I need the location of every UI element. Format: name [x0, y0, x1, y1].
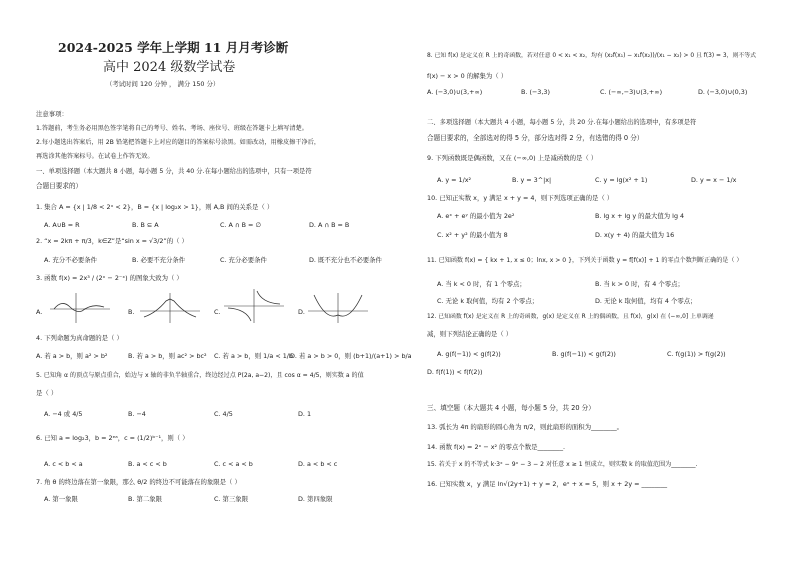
q2-stem: 2. “x = 2kπ + π/3，k∈Z”是“sin x = √3/2”的（ ） [36, 237, 188, 245]
q8-option-a: A. (−3,0)∪(3,+∞) [427, 88, 483, 96]
q9-option-b: B. y = 3^|x| [512, 176, 552, 184]
q7-option-a: A. 第一象限 [44, 495, 78, 503]
q8-stem-2: f(x) − x > 0 的解集为（ ） [427, 72, 508, 80]
q7-stem: 7. 角 θ 的终边落在第一象限，那么 θ/2 的终边不可能落在的象限是（ ） [36, 478, 241, 486]
q11-option-a: A. 当 k < 0 时，有 1 个零点； [437, 280, 526, 288]
q8-option-b: B. (−3,3) [521, 88, 550, 96]
q1-stem: 1. 集合 A = {x | 1/8 < 2ˣ < 2}，B = {x | log₂x > 1}，则 A,B 间的关系是（ ） [36, 203, 274, 211]
q11-option-d: D. 无论 k 取何值，均有 4 个零点； [595, 297, 697, 305]
q9-option-a: A. y = 1/x² [437, 176, 472, 184]
q3-graph-b [138, 291, 202, 325]
q4-option-d: D. 若 a > b > 0，则 (b+1)/(a+1) > b/a [290, 352, 412, 360]
q2-option-c: C. 充分必要条件 [220, 256, 267, 264]
q14-stem: 14. 函数 f(x) = 2ˣ − x² 的零点个数是________. [427, 443, 566, 451]
q3-option-c: C. [214, 308, 221, 316]
q6-option-c: C. c < a < b [214, 460, 253, 468]
exam-info: （考试时间 120 分钟 ， 满分 150 分） [106, 80, 220, 88]
q3-graph-c [222, 287, 286, 325]
q4-option-a: A. 若 a > b，则 a² > b² [36, 352, 108, 360]
q5-option-b: B. −4 [128, 410, 146, 418]
q9-option-d: D. y = x − 1/x [691, 176, 737, 184]
q3-graph-d [306, 291, 370, 325]
q5-option-a: A. −4 或 4/5 [44, 410, 83, 418]
exam-subtitle: 高中 2024 级数学试卷 [103, 60, 236, 75]
exam-title: 2024-2025 学年上学期 11 月月考诊断 [58, 40, 289, 55]
q10-stem: 10. 已知正实数 x，y 满足 x + y = 4，则下列选项正确的是（ ） [427, 194, 614, 202]
q3-option-d: D. [298, 308, 305, 316]
q6-option-d: D. a < b < c [298, 460, 338, 468]
notes-line-1: 1.答题前，考生务必用黑色签字笔将自己的考号、姓名、考场、座位号、班级在答题卡上填写清楚。 [36, 125, 308, 132]
q4-option-b: B. 若 a > b，则 ac² > bc² [128, 352, 207, 360]
notes-heading: 注意事项： [36, 110, 68, 118]
q3-stem: 3. 函数 f(x) = 2x³ / (2ˣ − 2⁻ˣ) 的图象大致为（ ） [36, 274, 183, 282]
notes-line-2: 2.每小题选出答案后，用 2B 铅笔把答题卡上对应的题目的答案标号涂黑。如需改动，用橡皮擦干净后， [36, 139, 321, 146]
q10-option-c: C. x² + y² 的最小值为 8 [437, 231, 508, 239]
q1-option-d: D. A ∩ B = B [309, 221, 350, 229]
q10-option-b: B. lg x + lg y 的最大值为 lg 4 [595, 212, 685, 220]
q12-option-d: D. f(f(1)) < f(f(2)) [427, 368, 483, 376]
q7-option-b: B. 第二象限 [128, 495, 163, 503]
q9-option-c: C. y = lg(x² + 1) [595, 176, 648, 184]
section1-heading: 一、单项选择题（本大题共 8 小题，每小题 5 分，共 40 分.在每小题给出的选项中，只有一项是符 [36, 168, 312, 175]
q2-option-d: D. 既不充分也不必要条件 [309, 256, 382, 264]
q3-graph-a [48, 291, 112, 325]
q12-option-b: B. g(f(−1)) < g(f(2)) [552, 350, 616, 358]
q5-stem-2: 是（ ） [36, 389, 58, 397]
q1-option-b: B. B ⊆ A [132, 221, 159, 229]
q11-stem: 11. 已知函数 f(x) = { kx + 1, x ≤ 0；lnx, x > 0 }，下列关于函数 y = f[f(x)] + 1 的零点个数判断正确的是（ ） [427, 257, 743, 264]
q6-stem: 6. 已知 a = log₂3，b = 2ᵉᵃ，c = (1/2)ᵇ⁻¹，则（ ） [36, 434, 189, 442]
q5-option-c: C. 4/5 [214, 410, 233, 418]
q3-option-a: A. [36, 308, 43, 316]
q8-option-c: C. (−∞,−3)∪(3,+∞) [600, 88, 663, 96]
q2-option-a: A. 充分不必要条件 [44, 256, 98, 264]
q15-stem: 15. 若关于 x 的不等式 k·3ˣ − 9ˣ − 3 − 2 对任意 x ≥ 1 恒成立，则实数 k 的取值范围为________. [427, 461, 698, 468]
q1-option-c: C. A ∩ B = ∅ [220, 221, 262, 229]
q5-stem: 5. 已知角 α 的顶点与原点重合，始边与 x 轴的非负半轴重合，终边经过点 P(2a, a−2)，且 cos α = 4/5，则实数 a 的值 [36, 372, 364, 379]
q12-stem-2: 减，则下列结论正确的是（ ） [427, 330, 513, 338]
q10-option-d: D. x(y + 4) 的最大值为 16 [595, 231, 675, 239]
section1-heading-2: 合题目要求的） [36, 182, 83, 190]
notes-line-3: 再选涂其他答案标号。在试卷上作答无效。 [36, 153, 154, 160]
q4-stem: 4. 下列命题为真命题的是（ ） [36, 334, 123, 342]
q2-option-b: B. 必要不充分条件 [132, 256, 186, 264]
q8-stem: 8. 已知 f(x) 是定义在 R 上的奇函数，若对任意 0 < x₁ < x₂，均有 (x₂f(x₁) − x₁f(x₂))/(x₁ − x₂) > 0 且 f(3) = 3，则不等式 [427, 53, 757, 59]
q11-option-c: C. 无论 k 取何值，均有 2 个零点； [437, 297, 539, 305]
q12-option-a: A. g(f(−1)) < g(f(2)) [437, 350, 501, 358]
q7-option-c: C. 第三象限 [214, 495, 249, 503]
q13-stem: 13. 弧长为 4π 的扇形的圆心角为 π/2，则此扇形的面积为________。 [427, 423, 624, 431]
q5-option-d: D. 1 [298, 410, 312, 418]
q10-option-a: A. eˣ + eʸ 的最小值为 2e² [437, 212, 515, 220]
q11-option-b: B. 当 k > 0 时，有 4 个零点； [595, 280, 684, 288]
q12-stem: 12. 已知函数 f(x) 是定义在 R 上的奇函数，g(x) 是定义在 R 上的偶函数，且 f(x)，g(x) 在 (−∞,0] 上单调递 [427, 314, 714, 320]
q6-option-a: A. c < b < a [44, 460, 83, 468]
q3-option-b: B. [128, 308, 135, 316]
q16-stem: 16. 已知实数 x，y 满足 ln√(2y+1) + y = 2，eˣ + x = 5，则 x + 2y = ________ [427, 480, 668, 488]
q4-option-c: C. 若 a > b，则 1/a < 1/b [214, 352, 293, 360]
q9-stem: 9. 下列函数既是偶函数，又在 (−∞,0) 上是减函数的是（ ） [427, 154, 598, 162]
q7-option-d: D. 第四象限 [298, 495, 333, 503]
section3-heading: 三、填空题（本大题共 4 小题，每小题 5 分，共 20 分） [427, 404, 595, 412]
q6-option-b: B. a < c < b [128, 460, 167, 468]
section2-heading-2: 合题目要求的，全部选对的得 5 分，部分选对得 2 分，有选错的得 0 分） [427, 134, 644, 142]
q12-option-c: C. f(g(1)) > f(g(2)) [667, 350, 726, 358]
q8-option-d: D. (−3,0)∪(0,3) [698, 88, 748, 96]
section2-heading: 二、多项选择题（本大题共 4 小题，每小题 5 分，共 20 分.在每小题给出的选项中，有多项是符 [427, 119, 697, 126]
q1-option-a: A. A∪B = R [44, 221, 80, 229]
